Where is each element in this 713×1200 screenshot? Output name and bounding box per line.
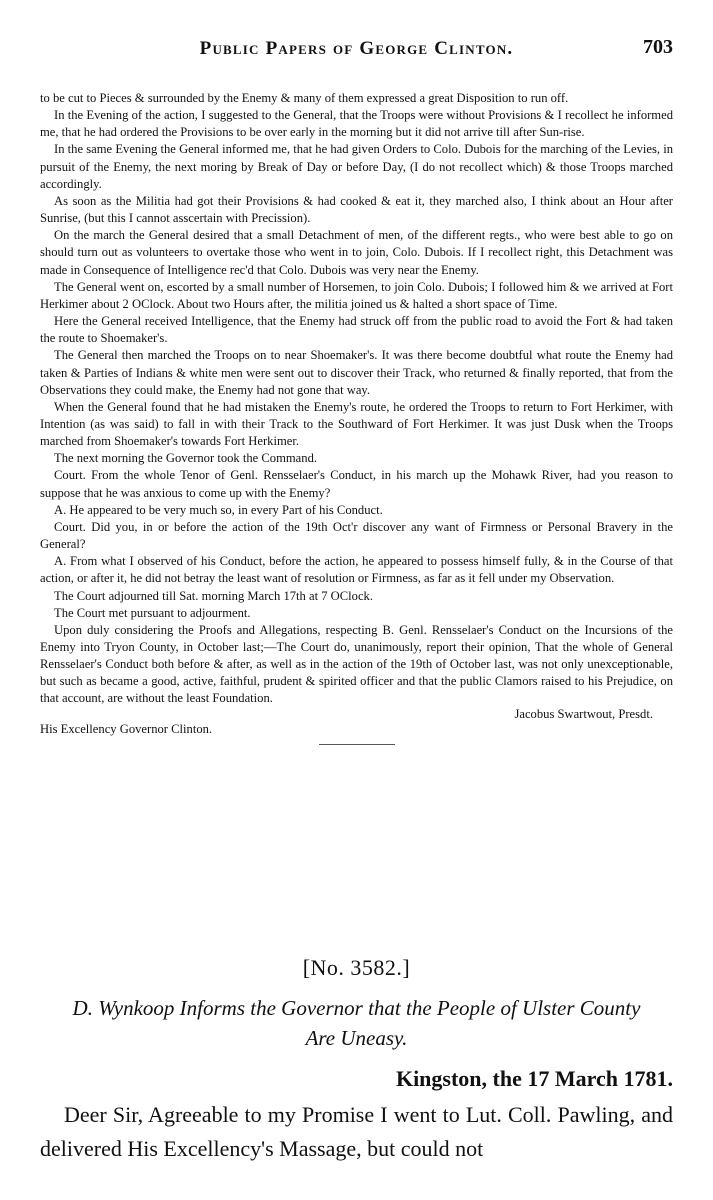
paragraph: When the General found that he had mistaken the Enemy's route, he ordered the Troops to return to Fort Herkimer, with Intention (as was said) to fall in with their Track to the Southward of Fort Herkimer. It was just Dusk when the Troops marched from Shoemaker's towards Fort Herkimer.	[40, 399, 673, 449]
letter-paragraph: Deer Sir, Agreeable to my Promise I went to Lut. Coll. Pawling, and delivered His Excellency's Massage, but could not	[40, 1102, 673, 1161]
paragraph: The General then marched the Troops on to near Shoemaker's. It was there become doubtful what route the Enemy had taken & Parties of Indians & white men were sent out to discover their Track, who returned & finally reported, that from the Observations they could make, the Enemy had not gone that way.	[40, 348, 673, 397]
paragraph: The next morning the Governor took the Command.	[54, 451, 318, 466]
dateline: Kingston, the 17 March 1781.	[395, 1066, 673, 1091]
document-number: [No. 3582.]	[302, 955, 411, 980]
document-title-line: D. Wynkoop Informs the Governor that the People of Ulster County	[72, 996, 641, 1020]
paragraph: In the Evening of the action, I suggested to the General, that the Troops were without Provisions & I recollect he informed me, that he had ordered the Provisions to be over early in the morning but it did not arrive till after Sun-rise.	[40, 108, 673, 140]
document-title-line: Are Uneasy.	[305, 1026, 408, 1050]
paragraph: A. He appeared to be very much so, in every Part of his Conduct.	[54, 502, 383, 517]
paragraph: In the same Evening the General informed me, that he had given Orders to Colo. Dubois for the marching of the Levies, in pursuit of the Enemy, the next moring by Break of Day or before Day, (I do not recollect which) & those Troops marched accordingly.	[40, 142, 673, 191]
paragraph: The Court adjourned till Sat. morning March 17th at 7 OClock.	[54, 588, 373, 603]
paragraph: The General went on, escorted by a small number of Horsemen, to join Colo. Dubois; I followed him & we arrived at Fort Herkimer about 2 OClock. About two Hours after, the militia joined us & halted a short space of Time.	[40, 279, 673, 311]
running-title: Public Papers of George Clinton.	[199, 38, 514, 59]
paragraph: Upon duly considering the Proofs and Allegations, respecting B. Genl. Rensselaer's Conduct on the Incursions of the Enemy into Tryon County, in October last;—The Court do, unanimously, report their opinion, That the whole of General Rensselaer's Conduct both before & after, as well as in the action of the 19th of October last, was not only unexceptionable, but such as became a good, active, faithful, prudent & spirited officer and that the public Clamors raised to his Prejudice, on that account, are without the least Foundation.	[40, 622, 673, 706]
paragraph: A. From what I observed of his Conduct, before the action, he appeared to possess himself fully, & in the Course of that action, or after it, he did not betray the least want of resolution or Firmness, as far as it fell under my Observation.	[40, 554, 673, 586]
addressee: His Excellency Governor Clinton.	[40, 721, 213, 736]
letter-body	[40, 1098, 673, 1166]
divider	[319, 744, 395, 745]
signature: Jacobus Swartwout, Presdt.	[514, 706, 653, 721]
paragraph: As soon as the Militia had got their Provisions & had cooked & eat it, they marched also, I think about an Hour after Sunrise, (but this I cannot asscertain with Precission).	[40, 193, 673, 226]
paragraph: Court. From the whole Tenor of Genl. Rensselaer's Conduct, in his march up the Mohawk River, had you reason to suppose that he was anxious to come up with the Enemy?	[40, 468, 673, 500]
paragraph: Court. Did you, in or before the action of the 19th Oct'r discover any want of Firmness or Personal Bravery in the General?	[40, 519, 673, 552]
body-text	[40, 90, 673, 745]
paragraph: to be cut to Pieces & surrounded by the Enemy & many of them expressed a great Disposition to run off.	[40, 91, 569, 105]
paragraph: Here the General received Intelligence, that the Enemy had struck off from the public road to avoid the Fort & had taken the route to Shoemaker's.	[40, 314, 673, 346]
document-title	[40, 993, 673, 1053]
page-number: 703	[643, 36, 673, 58]
paragraph: The Court met pursuant to adjourment.	[54, 605, 251, 620]
page-header	[40, 38, 673, 68]
paragraph: On the march the General desired that a small Detachment of men, of the different regts., who were best able to go on should turn out as volunteers to overtake those who went in to join, Colo. Dubois. If I recollect right, this Detachment was made in Consequence of Intelligence rec'd that Colo. Dubois was very near the Enemy.	[40, 228, 673, 277]
